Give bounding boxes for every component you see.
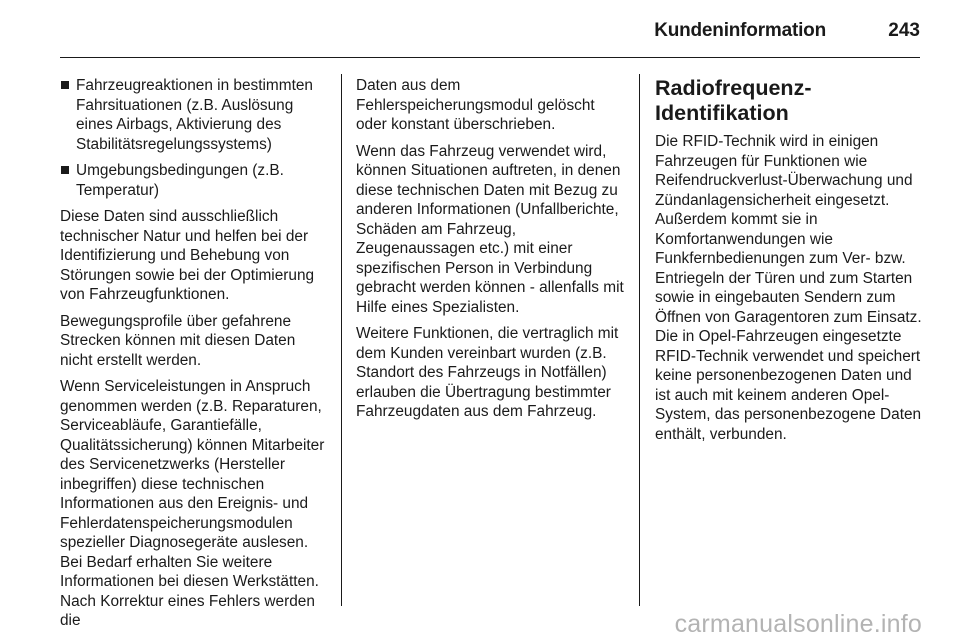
paragraph: Bewegungsprofile über gefahrene Strecken können mit diesen Daten nicht erstellt werden.	[60, 312, 296, 369]
square-bullet-icon	[61, 166, 69, 174]
paragraph: Weitere Funktionen, die vertraglich mit dem Kunden vereinbart wurden (z.B. Standort des Fahrzeugs in Notfällen) erlauben die Übertragung bestimmter Fahrzeugdaten aus dem Fahrzeug.	[356, 325, 619, 420]
bullet-text: Umgebungsbedingungen (z.B. Temperatur)	[76, 162, 284, 199]
square-bullet-icon	[61, 81, 69, 89]
bullet-item	[60, 161, 330, 200]
watermark: carmanualsonline.info	[674, 610, 922, 638]
paragraph: Daten aus dem Fehlerspeicherungsmodul gelöscht oder konstant überschrieben.	[356, 77, 595, 133]
paragraph: Wenn das Fahrzeug verwendet wird, können Situationen auftreten, in denen diese technischen Daten mit Bezug zu anderen Informationen (Unfallberichte, Schäden am Fahrzeug, Zeugenaussagen etc.) mit einer spezifischen Person in Verbindung gebracht werden können - allenfalls mit Hilfe eines Spezialisten.	[356, 142, 624, 316]
column-divider	[341, 74, 342, 606]
bullet-item	[60, 76, 330, 154]
text-column-1	[60, 76, 330, 638]
text-column-3	[655, 76, 927, 451]
header-rule	[60, 57, 920, 58]
page-number: 243	[888, 20, 920, 41]
bullet-text: Fahrzeugreaktionen in bestimmten Fahrsituationen (z.B. Auslösung eines Airbags, Aktivierung des Stabilitätsregelungssystems)	[76, 77, 313, 153]
column-divider	[639, 74, 640, 606]
paragraph: Diese Daten sind ausschließlich technischer Natur und helfen bei der Identifizierung und Behebung von Störungen sowie bei der Optimierung von Fahrzeugfunktionen.	[60, 208, 315, 303]
section-title: Radiofrequenz-Identifikation	[655, 76, 812, 125]
text-column-2	[356, 76, 624, 429]
paragraph: Wenn Serviceleistungen in Anspruch genommen werden (z.B. Reparaturen, Serviceabläufe, Garantiefälle, Qualitätssicherung) können Mitarbeiter des Servicenetzwerks (Hersteller inbegriffen) diese technischen Informationen aus den Ereignis- und Fehlerdatenspeicherungsmodulen spezieller Diagnosegeräte auslesen. Bei Bedarf erhalten Sie weitere Informationen bei diesen Werkstätten. Nach Korrektur eines Fehlers werden die	[60, 378, 325, 629]
page-header-title: Kundeninformation	[654, 20, 826, 41]
paragraph: Die RFID-Technik wird in einigen Fahrzeugen für Funktionen wie Reifendruckverlust-Überwachung und Zündanlagensicherheit eingesetzt. Außerdem kommt sie in Komfortanwendungen wie Funkfernbedienungen zum Ver- bzw. Entriegeln der Türen und zum Starten sowie in eingebauten Sendern zum Öffnen von Garagentoren zum Einsatz. Die in Opel-Fahrzeugen eingesetzte RFID-Technik verwendet und speichert keine personenbezogenen Daten und ist auch mit keinem anderen Opel-System, das personenbezogene Daten enthält, verbunden.	[655, 133, 922, 443]
